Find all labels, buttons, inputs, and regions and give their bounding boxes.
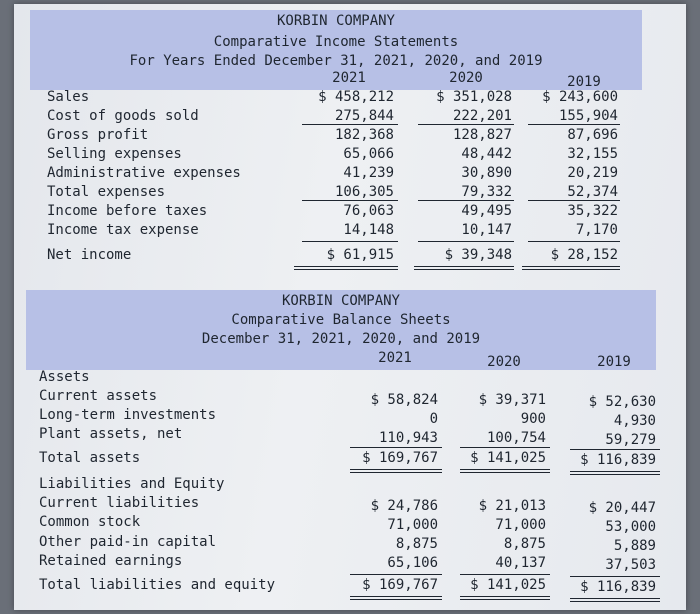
income-company: KORBIN COMPANY (276, 13, 395, 29)
balance-title: Comparative Balance Sheets (231, 312, 451, 328)
balance-row-label: Other paid-in capital (39, 534, 217, 550)
rule (570, 449, 660, 450)
balance-row-label: Current liabilities (39, 495, 200, 511)
income-cell-2020: $ 351,028 (436, 89, 512, 105)
rule (528, 241, 620, 242)
double-rule (522, 266, 620, 270)
balance-cell-2019: $ 52,630 (588, 394, 656, 410)
income-row-label: Selling expenses (47, 146, 182, 162)
income-cell-2019: 7,170 (575, 222, 618, 238)
income-row-label: Income tax expense (47, 222, 199, 238)
balance-year-2021: 2021 (378, 350, 412, 366)
rule (570, 576, 660, 577)
rule (302, 200, 398, 201)
balance-cell-2020: 900 (520, 411, 546, 427)
double-rule (350, 469, 442, 473)
income-cell-2020: 30,890 (461, 165, 512, 181)
income-cell-2019: 155,904 (558, 108, 618, 124)
income-cell-2019: $ 28,152 (550, 247, 618, 263)
income-year-2021: 2021 (332, 70, 366, 86)
rule (418, 241, 514, 242)
double-rule (350, 596, 442, 600)
balance-cell-2021: $ 169,767 (362, 450, 438, 466)
income-cell-2021: 14,148 (343, 222, 394, 238)
income-cell-2021: 65,066 (343, 146, 394, 162)
balance-cell-2021: 65,106 (387, 555, 438, 571)
income-cell-2020: 79,332 (461, 184, 512, 200)
rule (302, 241, 398, 242)
rule (350, 447, 442, 448)
income-row-label: Cost of goods sold (47, 108, 199, 124)
balance-cell-2020: 100,754 (486, 430, 546, 446)
balance-row-label: Long-term investments (39, 407, 217, 423)
balance-cell-2021: 71,000 (387, 517, 438, 533)
rule (302, 124, 398, 125)
balance-cell-2019: $ 116,839 (580, 452, 656, 468)
balance-row-label: Total liabilities and equity (39, 577, 276, 593)
balance-period: December 31, 2021, 2020, and 2019 (201, 331, 481, 347)
income-cell-2019: 20,219 (567, 165, 618, 181)
rule (528, 200, 620, 201)
income-cell-2020: 222,201 (452, 108, 512, 124)
income-cell-2021: 41,239 (343, 165, 394, 181)
income-row-label: Net income (47, 247, 132, 263)
income-cell-2021: $ 458,212 (318, 89, 394, 105)
double-rule (460, 596, 550, 600)
balance-cell-2020: 71,000 (495, 517, 546, 533)
income-cell-2019: $ 243,600 (542, 89, 618, 105)
double-rule (570, 598, 660, 602)
balance-cell-2021: 110,943 (378, 430, 438, 446)
income-cell-2020: 10,147 (461, 222, 512, 238)
liabilities-heading: Liabilities and Equity (39, 476, 225, 492)
income-year-2020: 2020 (449, 70, 483, 86)
balance-cell-2020: 8,875 (503, 536, 546, 552)
double-rule (570, 471, 660, 475)
balance-cell-2019: 4,930 (613, 413, 656, 429)
income-row-label: Administrative expenses (47, 165, 241, 181)
balance-cell-2021: 0 (429, 411, 438, 427)
balance-cell-2020: $ 141,025 (470, 577, 546, 593)
income-row-label: Total expenses (47, 184, 166, 200)
income-cell-2021: $ 61,915 (326, 247, 394, 263)
balance-cell-2019: 37,503 (605, 557, 656, 573)
income-cell-2019: 52,374 (567, 184, 618, 200)
rule (460, 447, 550, 448)
balance-cell-2019: $ 20,447 (588, 500, 656, 516)
balance-row-label: Plant assets, net (39, 426, 183, 442)
assets-heading: Assets (39, 369, 90, 385)
double-rule (460, 469, 550, 473)
income-title: Comparative Income Statements (213, 34, 459, 50)
balance-company: KORBIN COMPANY (281, 293, 400, 309)
balance-cell-2019: 5,889 (613, 538, 656, 554)
balance-cell-2019: $ 116,839 (580, 579, 656, 595)
double-rule (414, 266, 514, 270)
balance-row-label: Common stock (39, 514, 141, 530)
income-year-2019: 2019 (567, 74, 601, 90)
rule (350, 574, 442, 575)
balance-cell-2021: $ 169,767 (362, 577, 438, 593)
income-cell-2020: 128,827 (452, 127, 512, 143)
balance-sheet (14, 284, 686, 610)
balance-year-2020: 2020 (487, 354, 521, 370)
balance-cell-2020: 40,137 (495, 555, 546, 571)
balance-row-label: Total assets (39, 450, 141, 466)
balance-cell-2019: 59,279 (605, 432, 656, 448)
document-sheet (14, 4, 686, 610)
balance-cell-2020: $ 21,013 (478, 498, 546, 514)
income-cell-2019: 32,155 (567, 146, 618, 162)
income-row-label: Gross profit (47, 127, 149, 143)
balance-cell-2021: $ 24,786 (370, 498, 438, 514)
income-cell-2019: 87,696 (567, 127, 618, 143)
income-cell-2020: 48,442 (461, 146, 512, 162)
income-cell-2021: 106,305 (334, 184, 394, 200)
balance-cell-2021: $ 58,824 (370, 392, 438, 408)
income-statement (14, 4, 686, 274)
balance-year-2019: 2019 (597, 354, 631, 370)
income-cell-2021: 76,063 (343, 203, 394, 219)
income-cell-2020: $ 39,348 (444, 247, 512, 263)
income-cell-2019: 35,322 (567, 203, 618, 219)
balance-cell-2020: $ 39,371 (478, 392, 546, 408)
rule (418, 200, 514, 201)
balance-cell-2020: $ 141,025 (470, 450, 546, 466)
income-row-label: Income before taxes (47, 203, 208, 219)
rule (528, 124, 620, 125)
balance-cell-2021: 8,875 (395, 536, 438, 552)
income-cell-2021: 182,368 (334, 127, 394, 143)
income-cell-2020: 49,495 (461, 203, 512, 219)
double-rule (294, 266, 398, 270)
balance-row-label: Retained earnings (39, 553, 183, 569)
income-cell-2021: 275,844 (334, 108, 394, 124)
income-row-label: Sales (47, 89, 90, 105)
rule (418, 124, 514, 125)
income-period: For Years Ended December 31, 2021, 2020, and 2019 (129, 53, 543, 69)
balance-cell-2019: 53,000 (605, 519, 656, 535)
rule (460, 574, 550, 575)
balance-row-label: Current assets (39, 388, 158, 404)
